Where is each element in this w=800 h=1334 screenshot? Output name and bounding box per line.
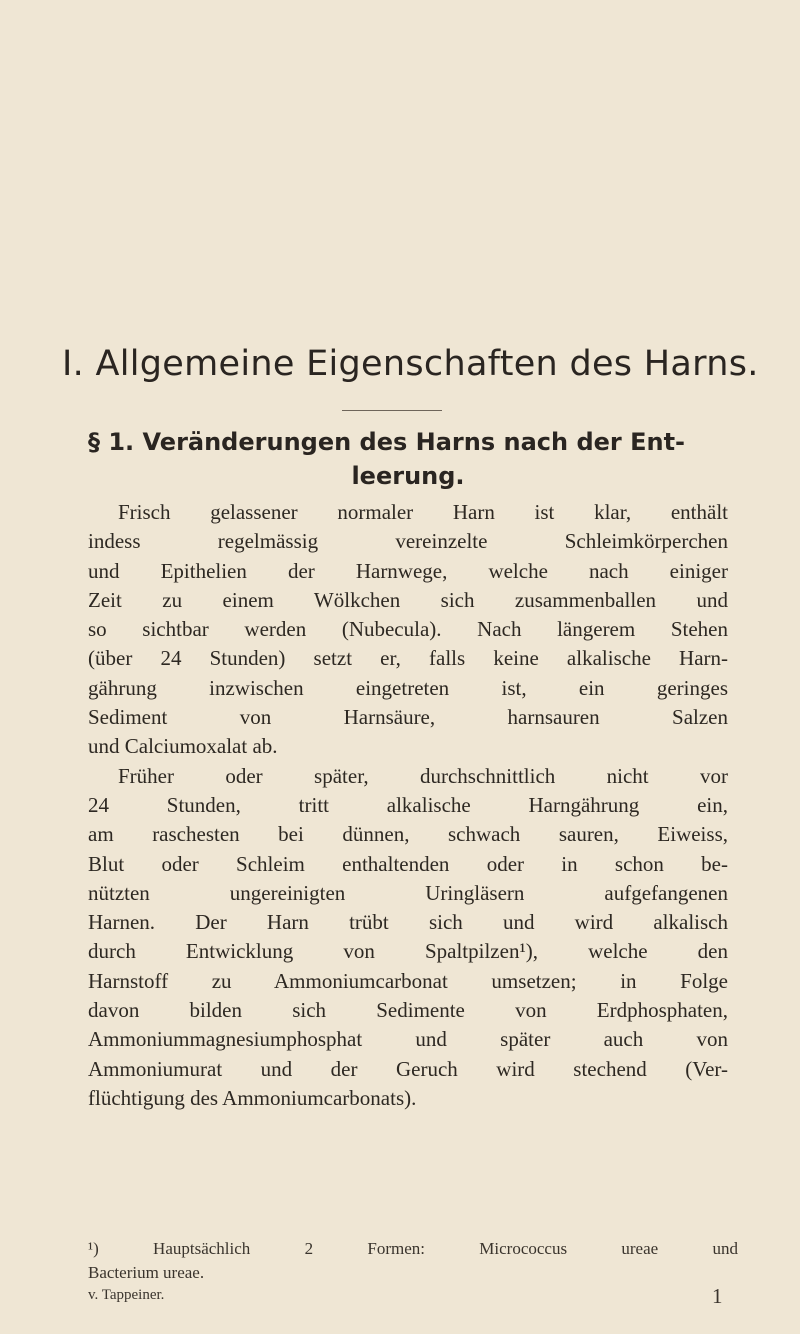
text-line: Ammoniumurat und der Geruch wird stechend (Ver- (88, 1056, 728, 1081)
text-line: indess regelmässig vereinzelte Schleimkörperchen (88, 529, 728, 554)
text-line: Sediment von Harnsäure, harnsauren Salzen (88, 705, 728, 730)
text-line: so sichtbar werden (Nubecula). Nach längerem Stehen (88, 617, 728, 642)
footnote (88, 1237, 738, 1285)
section-heading-line: leerung. (351, 462, 465, 490)
text-line: gährung inzwischen eingetreten ist, ein geringes (88, 675, 728, 700)
page-number: 1 (712, 1284, 723, 1308)
section-heading-line: § 1. Veränderungen des Harns nach der Ent- (88, 428, 685, 456)
text-line: und Calciumoxalat ab. (88, 734, 278, 759)
body-text (88, 498, 728, 1113)
text-line: Harnen. Der Harn trübt sich und wird alkalisch (88, 910, 728, 935)
text-line: Frisch gelassener normaler Harn ist klar, enthält (118, 500, 728, 524)
text-line: am raschesten bei dünnen, schwach sauren, Eiweiss, (88, 822, 728, 847)
text-line: Harnstoff zu Ammoniumcarbonat umsetzen; in Folge (88, 968, 728, 993)
footnote-line: Bacterium ureae. (88, 1263, 205, 1282)
text-line: davon bilden sich Sedimente von Erdphosphaten, (88, 998, 728, 1023)
text-line: nützten ungereinigten Uringläsern aufgefangenen (88, 880, 728, 905)
text-line: und Epithelien der Harnwege, welche nach einiger (88, 558, 728, 583)
text-line: durch Entwicklung von Spaltpilzen¹), welche den (88, 939, 728, 964)
footnote-line: ¹) Hauptsächlich 2 Formen: Micrococcus ureae und (88, 1239, 738, 1258)
text-line: Zeit zu einem Wölkchen sich zusammenballen und (88, 587, 728, 612)
text-line: Blut oder Schleim enthaltenden oder in schon be- (88, 851, 728, 876)
printer-signature: v. Tappeiner. (88, 1287, 165, 1303)
text-line: Ammoniummagnesiumphosphat und später auch von (88, 1027, 728, 1052)
chapter-title: I. Allgemeine Eigenschaften des Harns. (62, 344, 759, 384)
text-line: Früher oder später, durchschnittlich nicht vor (118, 763, 728, 788)
text-line: flüchtigung des Ammoniumcarbonats). (88, 1085, 417, 1110)
section-heading (88, 425, 728, 493)
text-line: (über 24 Stunden) setzt er, falls keine alkalische Harn- (88, 646, 728, 671)
title-divider (342, 410, 442, 411)
text-line: 24 Stunden, tritt alkalische Harngährung ein, (88, 792, 728, 817)
